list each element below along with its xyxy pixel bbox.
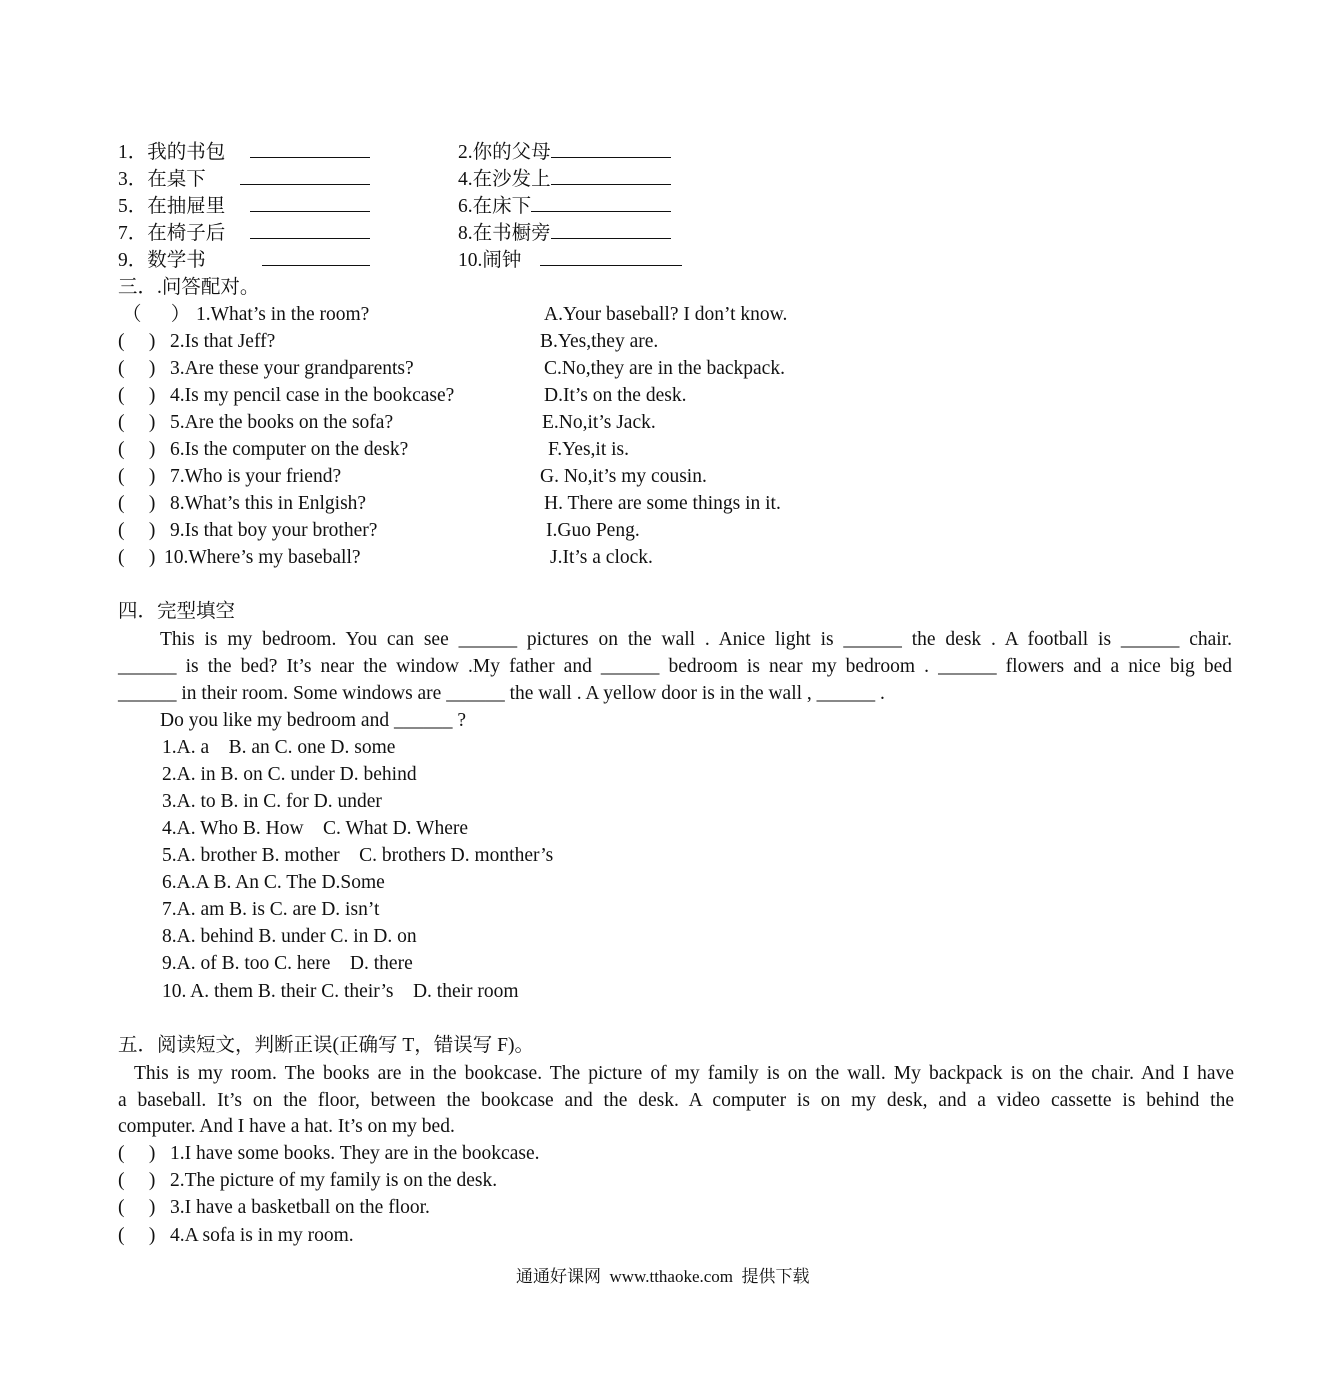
vocab-1-blank[interactable]	[250, 140, 370, 166]
s5-passage-line-3: computer. And I have a hat. It’s on my bed.	[118, 1116, 455, 1137]
s5-question-4: 4.A sofa is in my room.	[170, 1225, 354, 1246]
s3-question-4: 4.Is my pencil case in the bookcase?	[170, 385, 455, 406]
s3-answer-g: G. No,it’s my cousin.	[540, 466, 707, 487]
vocab-9-blank[interactable]	[262, 248, 370, 274]
s3-answer-f: F.Yes,it is.	[548, 439, 629, 460]
s5-paren-3[interactable]: ( )	[118, 1197, 156, 1218]
s4-option-9: 9.A. of B. too C. here D. there	[162, 953, 413, 974]
s3-answer-h: H. There are some things in it.	[544, 493, 781, 514]
s3-answer-e: E.No,it’s Jack.	[542, 412, 656, 433]
vocab-3-blank[interactable]	[240, 167, 370, 193]
s5-passage-line-2: a baseball. It’s on the floor, between the bookcase and the desk. A computer is on my desk, and a video cassette is behind the	[118, 1090, 1234, 1111]
s4-option-10: 10. A. them B. their C. their’s D. their room	[162, 981, 519, 1002]
vocab-7-blank[interactable]	[250, 221, 370, 247]
s3-question-7: 7.Who is your friend?	[170, 466, 342, 487]
s4-option-7: 7.A. am B. is C. are D. isn’t	[162, 899, 380, 920]
s3-paren-9[interactable]: ( )	[118, 520, 156, 541]
s3-paren-8[interactable]: ( )	[118, 493, 156, 514]
s3-paren-2[interactable]: ( )	[118, 331, 156, 352]
s3-paren-7[interactable]: ( )	[118, 466, 156, 487]
s3-answer-b: B.Yes,they are.	[540, 331, 659, 352]
s3-question-5: 5.Are the books on the sofa?	[170, 412, 394, 433]
s4-option-4: 4.A. Who B. How C. What D. Where	[162, 818, 469, 839]
s3-paren-4[interactable]: ( )	[118, 385, 156, 406]
footer-text: 通通好课网 www.tthaoke.com 提供下载	[516, 1267, 810, 1286]
s4-option-5: 5.A. brother B. mother C. brothers D. monther’s	[162, 845, 554, 866]
s3-question-2: 2.Is that Jeff?	[170, 331, 276, 352]
s3-question-9: 9.Is that boy your brother?	[170, 520, 378, 541]
s3-answer-c: C.No,they are in the backpack.	[544, 358, 785, 379]
s5-question-1: 1.I have some books. They are in the bookcase.	[170, 1143, 540, 1164]
s4-option-3: 3.A. to B. in C. for D. under	[162, 791, 382, 812]
vocab-10-blank[interactable]	[540, 248, 682, 274]
s3-paren-3[interactable]: ( )	[118, 358, 156, 379]
vocab-4: 4.在沙发上	[458, 167, 671, 193]
s5-question-2: 2.The picture of my family is on the desk.	[170, 1170, 498, 1191]
vocab-8: 8.在书橱旁	[458, 221, 671, 247]
section5-title: 五．阅读短文，判断正误(正确写 T，错误写 F)。	[118, 1035, 534, 1056]
s3-answer-a: A.Your baseball? I don’t know.	[544, 304, 788, 325]
s3-question-10: 10.Where’s my baseball?	[164, 547, 361, 568]
section4-title: 四．完型填空	[118, 601, 236, 622]
s3-question-1: 1.What’s in the room?	[196, 304, 370, 325]
s5-paren-1[interactable]: ( )	[118, 1143, 156, 1164]
s4-passage-line-4: Do you like my bedroom and ______ ?	[160, 710, 466, 731]
s5-passage-line-1: This is my room. The books are in the bookcase. The picture of my family is on the wall. My backpack is on the chair. And I have	[134, 1063, 1234, 1084]
vocab-7: 7．在椅子后	[118, 223, 226, 244]
s5-paren-4[interactable]: ( )	[118, 1225, 156, 1246]
vocab-1: 1．我的书包	[118, 142, 226, 163]
s3-answer-j: J.It’s a clock.	[550, 547, 653, 568]
vocab-5-blank[interactable]	[250, 194, 370, 220]
s3-answer-d: D.It’s on the desk.	[544, 385, 687, 406]
s5-question-3: 3.I have a basketball on the floor.	[170, 1197, 430, 1218]
s3-question-8: 8.What’s this in Enlgish?	[170, 493, 367, 514]
vocab-2: 2.你的父母	[458, 140, 671, 166]
s3-paren-1[interactable]: （ ）	[122, 304, 191, 325]
vocab-10: 10.闹钟	[458, 250, 522, 271]
s3-question-3: 3.Are these your grandparents?	[170, 358, 414, 379]
s4-option-1: 1.A. a B. an C. one D. some	[162, 737, 396, 758]
s4-option-8: 8.A. behind B. under C. in D. on	[162, 926, 417, 947]
s4-passage-line-2: ______ is the bed? It’s near the window .My father and ______ bedroom is near my bedroom . ______ flowers and a nice big bed	[118, 656, 1232, 677]
s4-passage-line-3: ______ in their room. Some windows are ______ the wall . A yellow door is in the wall , ______ .	[118, 683, 885, 704]
s3-answer-i: I.Guo Peng.	[546, 520, 640, 541]
s3-paren-10[interactable]: ( )	[118, 547, 156, 568]
s4-option-2: 2.A. in B. on C. under D. behind	[162, 764, 417, 785]
s3-question-6: 6.Is the computer on the desk?	[170, 439, 409, 460]
vocab-9: 9．数学书	[118, 250, 206, 271]
vocab-5: 5．在抽屉里	[118, 196, 226, 217]
s3-paren-5[interactable]: ( )	[118, 412, 156, 433]
s5-paren-2[interactable]: ( )	[118, 1170, 156, 1191]
vocab-3: 3．在桌下	[118, 169, 206, 190]
vocab-6: 6.在床下	[458, 194, 671, 220]
s3-paren-6[interactable]: ( )	[118, 439, 156, 460]
s4-option-6: 6.A.A B. An C. The D.Some	[162, 872, 385, 893]
section3-title: 三．.问答配对。	[118, 277, 260, 298]
s4-passage-line-1: This is my bedroom. You can see ______ pictures on the wall . Anice light is ______ the desk . A football is ______ chair.	[160, 629, 1232, 650]
